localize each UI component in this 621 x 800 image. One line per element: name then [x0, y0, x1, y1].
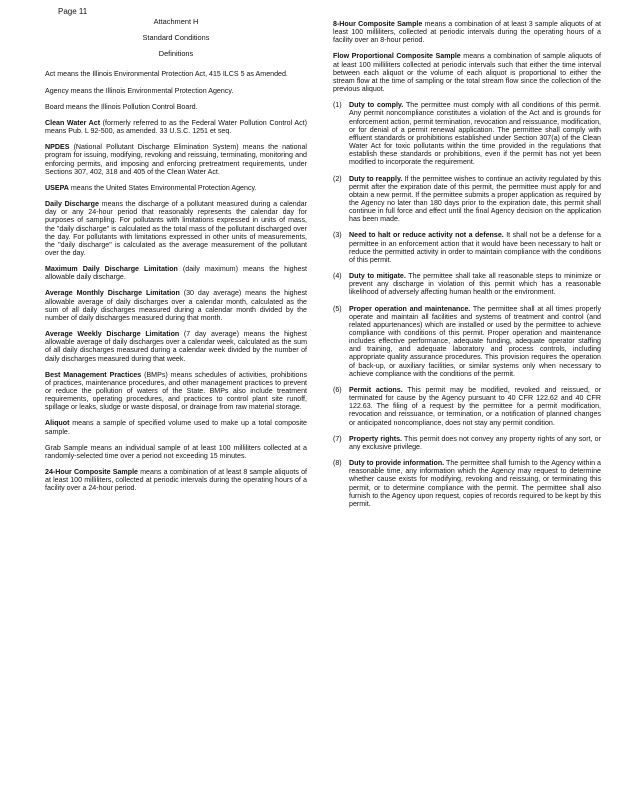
condition-text — [349, 101, 601, 166]
definition-term: Average Weekly Discharge Limitation — [45, 330, 180, 339]
definition-3 — [45, 103, 307, 111]
condition-number: (5) — [333, 304, 342, 313]
definition-14 — [45, 468, 307, 492]
definition-text: (BMPs) means schedules of activities, prohibitions of practices, maintenance procedures, and other management practices to prevent or reduce the pollution of waters of the State. BMPs also include treatment requirements, operating procedures, and practices to control plant site runoff, spillage or leaks, sludge or waste disposal, or drainage from raw material storage. — [45, 370, 307, 412]
definition-text: means a combination of at least 8 sample aliquots of at least 100 milliliters, collected at periodic intervals during the operating hours of a facility over a 24-hour period. — [45, 468, 307, 493]
page-number: Page 11 — [58, 7, 88, 16]
definition-7 — [45, 200, 307, 257]
definition-term: 8-Hour Composite Sample — [333, 20, 423, 28]
definition-1 — [45, 70, 307, 78]
right-column — [333, 20, 601, 516]
condition-text — [349, 175, 601, 224]
condition-number: (2) — [333, 174, 342, 183]
condition-item — [333, 272, 601, 296]
attachment-title: Attachment H — [153, 17, 199, 26]
definition-text: Grab Sample means an individual sample of at least 100 milliliters collected at a randomly-selected time over a period not exceeding 15 minutes. — [45, 443, 307, 460]
condition-body: The permittee shall take all reasonable steps to minimize or prevent any discharge in violation of this permit which has a reasonable likelihood of adversely affecting human health or the environment. — [349, 272, 601, 297]
condition-item — [333, 386, 601, 427]
condition-term: Permit actions. — [349, 385, 403, 394]
definition-text: (National Pollutant Discharge Elimination System) means the national program for issuing, modifying, revoking and reissuing, terminating, monitoring and enforcing permits, and imposing and enforcing pretreatment requirements, under Sections 307, 402, 318 and 405 of the Clean Water Act. — [45, 143, 307, 176]
condition-text — [349, 272, 601, 296]
condition-term: Need to halt or reduce activity not a defense. — [349, 231, 504, 240]
condition-item — [333, 305, 601, 378]
definition-text: Agency means the Illinois Environmental Protection Agency. — [45, 86, 234, 95]
condition-body: It shall not be a defense for a permittee in an enforcement action that it would have been necessary to halt or reduce the permitted activity in order to maintain compliance with the conditions of this permit. — [349, 231, 602, 264]
definition-text: (daily maximum) means the highest allowable daily discharge. — [45, 265, 308, 282]
definition-text: (30 day average) means the highest allowable average of daily discharges over a calendar month, calculated as the sum of all daily discharges measured during a calendar month divided by the number of daily discharges measured during that month. — [45, 289, 307, 322]
definition-6 — [45, 184, 307, 192]
definition-term: Clean Water Act — [45, 118, 101, 127]
condition-body: The permittee shall at all times properly operate and maintain all facilities and systems of treatment and control (and related appurtenances) which are installed or used by the permittee to achieve compliance with conditions of this permit. Proper operation and maintenance includes effective performance, adequate funding, adequate operator staffing and training, and adequate laboratory and process controls, including appropriate quality assurance procedures. This provision requires the operation of back-up, or auxiliary facilities, or similar systems only when necessary to achieve compliance with the conditions of the permit. — [349, 304, 602, 378]
condition-text — [349, 305, 601, 378]
condition-item — [333, 459, 601, 508]
definition-text: means a sample of specified volume used to make up a total composite sample. — [45, 419, 307, 436]
condition-number: (4) — [333, 272, 342, 281]
condition-term: Duty to mitigate. — [349, 272, 406, 281]
condition-term: Property rights. — [349, 434, 403, 443]
condition-text — [349, 386, 601, 427]
definition-term: Flow Proportional Composite Sample — [333, 52, 461, 61]
definition-2 — [45, 87, 307, 95]
condition-item — [333, 101, 601, 166]
condition-item — [333, 175, 601, 224]
definition-term: 24-Hour Composite Sample — [45, 468, 138, 477]
definition-text: Act means the Illinois Environmental Protection Act, 415 ILCS 5 as Amended. — [45, 70, 288, 79]
definition-8 — [45, 265, 307, 281]
definition-4 — [45, 119, 307, 135]
definition-9 — [45, 289, 307, 322]
left-column — [45, 18, 307, 501]
definition-13 — [45, 444, 307, 460]
condition-term: Duty to comply. — [349, 101, 404, 110]
section-heading: Standard Conditions — [142, 33, 210, 43]
condition-item — [333, 435, 601, 451]
condition-body: This permit may be modified, revoked and reissued, or terminated for cause by the Agency pursuant to 40 CFR 122.62 and 40 CFR 122.63. The filing of a request by the permittee for a permit modification, revocation and reissuance, or termination, or a notification of planned changes or anticipated noncompliance, does not stay any permit condition. — [349, 385, 602, 427]
definition-10 — [45, 330, 307, 363]
condition-text — [349, 435, 601, 451]
conditions-list — [333, 101, 601, 508]
condition-body: If the permittee wishes to continue an activity regulated by this permit after the expiration date of this permit, the permittee must apply for and obtain a new permit. If the permittee submits a proper application as required by the Agency no later than 180 days prior to the expiration date, this permit shall continue in full force and effect until the final Agency decision on the application has been made. — [349, 174, 602, 224]
definition-11 — [45, 371, 307, 412]
definition-right-1 — [333, 20, 601, 44]
definition-term: Maximum Daily Discharge Limitation — [45, 265, 178, 274]
condition-body: This permit does not convey any property rights of any sort, or any exclusive privilege. — [349, 434, 601, 451]
definition-text: (7 day average) means the highest allowable average of daily discharges over a calendar week, calculated as the sum of all daily discharges measured during a calendar week divided by the number of daily discharges measured during that week. — [45, 330, 307, 363]
definition-text: Board means the Illinois Pollution Control Board. — [45, 102, 198, 111]
definition-right-2 — [333, 52, 601, 93]
definition-term: USEPA — [45, 183, 69, 192]
left-definitions — [45, 70, 307, 492]
condition-text — [349, 231, 601, 264]
definition-term: Daily Discharge — [45, 200, 99, 209]
definition-text: means the discharge of a pollutant measured during a calendar day or any 24-hour period that reasonably represents the calendar day for purposes of sampling. For pollutants with limitations expressed in units of mass, the "daily discharge" is calculated as the total mass of the pollutant discharged over the day. For pollutants with limitations expressed in other units of measurements, the "daily discharge" is calculated as the average measurement of the pollutant over the day. — [45, 200, 307, 257]
condition-number: (1) — [333, 101, 342, 110]
right-definitions — [333, 20, 601, 93]
condition-term: Duty to reapply. — [349, 174, 403, 183]
condition-term: Proper operation and maintenance. — [349, 304, 471, 313]
definition-term: Aliquot — [45, 419, 70, 428]
condition-number: (6) — [333, 385, 342, 394]
definition-text: means the United States Environmental Protection Agency. — [68, 183, 257, 192]
condition-term: Duty to provide information. — [349, 459, 445, 468]
definition-term: NPDES — [45, 143, 70, 152]
condition-text — [349, 459, 601, 508]
definition-text: means a combination of sample aliquots of at least 100 milliliters collected at periodic intervals such that either the time interval between each aliquot or the volume of each aliquot is proportional to either the stream flow at the time of sampling or the total stream flow since the collection of the previous aliquot. — [333, 52, 602, 94]
definition-5 — [45, 143, 307, 176]
condition-number: (7) — [333, 434, 342, 443]
condition-number: (3) — [333, 231, 342, 240]
definition-term: Best Management Practices — [45, 370, 142, 379]
condition-number: (8) — [333, 459, 342, 468]
definition-term: Average Monthly Discharge Limitation — [45, 289, 180, 298]
definition-text: (formerly referred to as the Federal Water Pollution Control Act) means Pub. L 92-500, as amended. 33 U.S.C. 1251 et seq. — [45, 118, 307, 136]
condition-item — [333, 231, 601, 264]
condition-body: The permittee must comply with all conditions of this permit. Any permit noncompliance constitutes a violation of the Act and is grounds for enforcement action, permit termination, revocation and reissuance, modification, or for denial of a permit renewal application. The permittee shall comply with effluent standards or prohibitions established under Section 307(a) of the Clean Water Act for toxic pollutants within the time provided in the regulations that establish these standards or prohibitions, even if the permit has not yet been modified to incorporate the requirement. — [349, 101, 601, 167]
definitions-heading: Definitions — [158, 49, 194, 59]
definition-text: means a combination of at least 3 sample aliquots of at least 100 milliliters, collected at periodic intervals during the operating hours of a facility over an 8-hour period. — [333, 20, 601, 45]
condition-body: The permittee shall furnish to the Agency within a reasonable time, any information which the Agency may request to determine whether cause exists for modifying, revoking and reissuing, or terminating this permit, or to determine compliance with the permit. The permittee shall also furnish to the Agency upon request, copies of records required to be kept by this permit. — [349, 459, 601, 508]
definition-12 — [45, 419, 307, 435]
